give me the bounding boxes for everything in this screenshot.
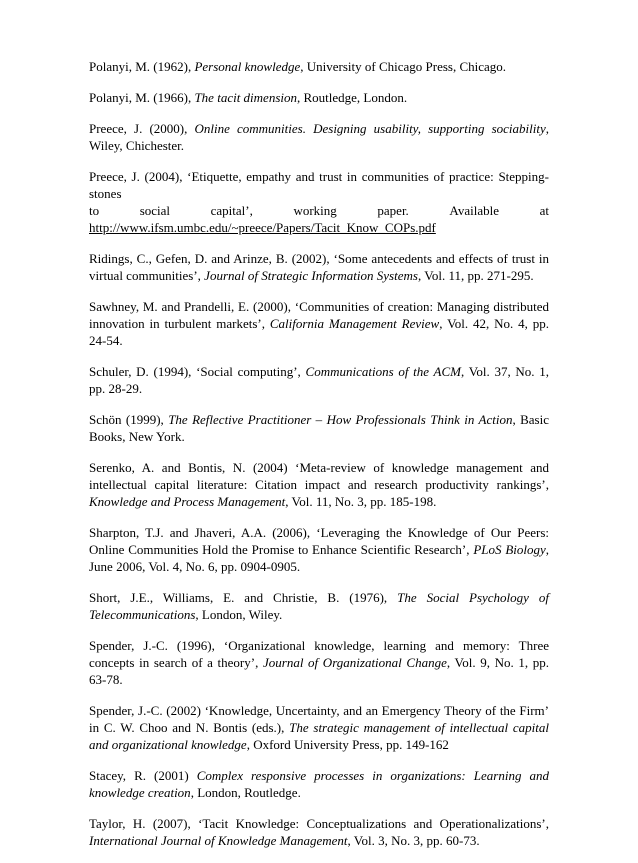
- reference-title: PLoS Biology: [473, 542, 546, 557]
- reference-word: at: [539, 203, 549, 218]
- reference-entry: [89, 363, 549, 397]
- reference-word: paper.: [377, 203, 409, 218]
- reference-word: social: [139, 203, 171, 218]
- reference-text: Sawhney, M. and Prandelli, E. (2000), ‘Communities of creation: Managing distributed innovation in turbulent markets’,: [89, 299, 549, 331]
- reference-entry: [89, 767, 549, 801]
- reference-title: Journal of Strategic Information Systems: [204, 268, 418, 283]
- reference-text: Preece, J. (2004), ‘Etiquette, empathy and trust in communities of practice: Stepping-stones: [89, 169, 549, 201]
- reference-text: , Vol. 37, No. 1, pp. 28-29.: [89, 364, 550, 396]
- reference-title: The Reflective Practitioner – How Professionals Think in Action: [168, 412, 513, 427]
- reference-entry: [89, 459, 549, 510]
- reference-title: Knowledge and Process Management: [89, 494, 286, 509]
- reference-text: , Oxford University Press, pp. 149-162: [246, 737, 449, 752]
- reference-text: Serenko, A. and Bontis, N. (2004) ‘Meta-review of knowledge management and intellectual capital literature: Citation impact and research productivity rankings’,: [89, 460, 549, 492]
- reference-text: , Vol. 42, No. 4, pp. 24-54.: [89, 316, 549, 348]
- reference-line: [89, 202, 549, 219]
- reference-text: , Wiley, Chichester.: [89, 121, 549, 153]
- reference-text: Taylor, H. (2007), ‘Tacit Knowledge: Conceptualizations and Operationalizations’,: [89, 816, 549, 831]
- reference-entry: [89, 120, 549, 154]
- reference-word: capital’,: [210, 203, 253, 218]
- reference-text: , Routledge, London.: [297, 90, 408, 105]
- reference-text: Stacey, R. (2001): [89, 768, 197, 783]
- reference-title: Personal knowledge: [194, 59, 301, 74]
- reference-url-link[interactable]: http://www.ifsm.umbc.edu/~preece/Papers/Tacit_Know_COPs.pdf: [89, 220, 436, 235]
- reference-text: Polanyi, M. (1966),: [89, 90, 195, 105]
- reference-text: , Vol. 11, pp. 271-295.: [417, 268, 534, 283]
- reference-title: California Management Review: [269, 316, 440, 331]
- reference-text: , Vol. 3, No. 3, pp. 60-73.: [347, 833, 480, 848]
- reference-word: Available: [449, 203, 499, 218]
- reference-entry: [89, 89, 549, 106]
- reference-entry: [89, 815, 549, 849]
- reference-title: International Journal of Knowledge Management: [89, 833, 348, 848]
- reference-text: Schön (1999),: [89, 412, 169, 427]
- reference-entry: [89, 298, 549, 349]
- reference-word: to: [89, 203, 100, 218]
- reference-entry: [89, 524, 549, 575]
- reference-text: , London, Wiley.: [195, 607, 283, 622]
- reference-entry: [89, 702, 549, 753]
- reference-text: , Basic Books, New York.: [89, 412, 549, 444]
- reference-list: [89, 58, 549, 863]
- reference-entry: [89, 168, 549, 236]
- reference-text: , Vol. 9, No. 1, pp. 63-78.: [89, 655, 550, 687]
- reference-text: Polanyi, M. (1962),: [89, 59, 195, 74]
- reference-title: The tacit dimension: [194, 90, 297, 105]
- reference-text: Short, J.E., Williams, E. and Christie, B. (1976),: [89, 590, 398, 605]
- reference-title: Online communities. Designing usability, supporting sociability: [194, 121, 546, 136]
- reference-entry: [89, 250, 549, 284]
- reference-title: Communications of the ACM: [305, 364, 461, 379]
- reference-text: Spender, J.-C. (2002) ‘Knowledge, Uncertainty, and an Emergency Theory of the Firm’ in C. W. Choo and N. Bontis (eds.),: [89, 703, 549, 735]
- reference-text: Ridings, C., Gefen, D. and Arinze, B. (2002), ‘Some antecedents and effects of trust in virtual communities’,: [89, 251, 549, 283]
- reference-text: , June 2006, Vol. 4, No. 6, pp. 0904-0905.: [89, 542, 549, 574]
- reference-text: Preece, J. (2000),: [89, 121, 195, 136]
- reference-title: Complex responsive processes in organizations: Learning and knowledge creation: [89, 768, 549, 800]
- reference-entry: [89, 637, 549, 688]
- reference-text: Schuler, D. (1994), ‘Social computing’,: [89, 364, 306, 379]
- reference-text: Spender, J.-C. (1996), ‘Organizational knowledge, learning and memory: Three concepts in search of a theory’,: [89, 638, 549, 670]
- reference-text: , London, Routledge.: [190, 785, 301, 800]
- reference-title: The strategic management of intellectual capital and organizational knowledge: [89, 720, 549, 752]
- reference-entry: [89, 589, 549, 623]
- reference-word: working: [293, 203, 337, 218]
- reference-title: The Social Psychology of Telecommunications: [89, 590, 549, 622]
- reference-entry: [89, 58, 549, 75]
- reference-entry: [89, 411, 549, 445]
- reference-text: Sharpton, T.J. and Jhaveri, A.A. (2006), ‘Leveraging the Knowledge of Our Peers: Online Communities Hold the Promise to Enhance Scientific Research’,: [89, 525, 549, 557]
- reference-text: , Vol. 11, No. 3, pp. 185-198.: [285, 494, 437, 509]
- reference-title: Journal of Organizational Change: [262, 655, 447, 670]
- reference-text: , University of Chicago Press, Chicago.: [300, 59, 507, 74]
